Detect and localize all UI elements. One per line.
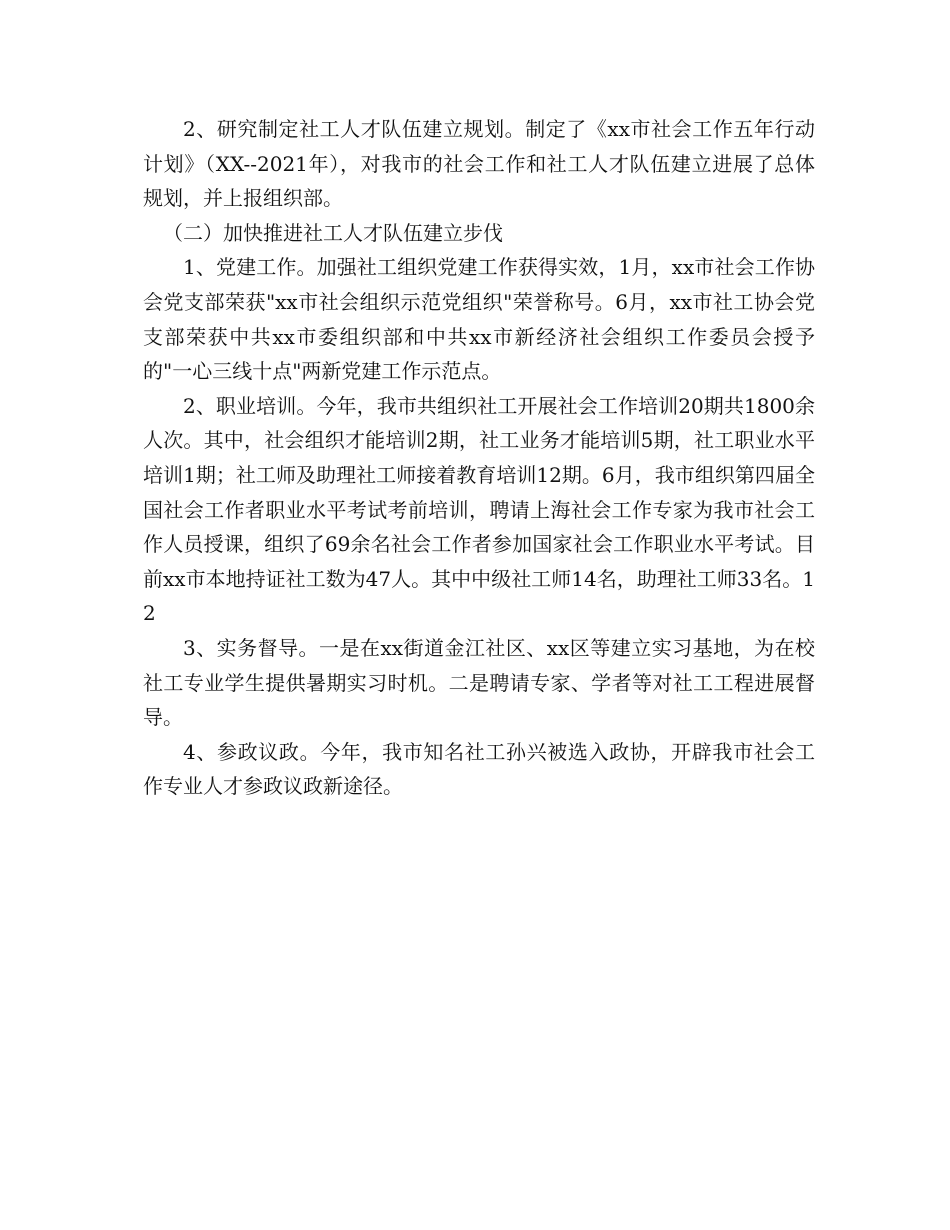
document-body (143, 112, 815, 804)
paragraph-party-building: 1、党建工作。加强社工组织党建工作获得实效，1月，xx市社会工作协会党支部荣获"xx市社会组织示范党组织"荣誉称号。6月，xx市社工协会党支部荣获中共xx市委组织部和中共xx市新经济社会组织工作委员会授予的"一心三线十点"两新党建工作示范点。 (143, 255, 815, 384)
paragraph-training: 2、职业培训。今年，我市共组织社工开展社会工作培训20期共1800余人次。其中，社会组织才能培训2期，社工业务才能培训5期，社工职业水平培训1期；社工师及助理社工师接着教育培训12期。6月，我市组织第四届全国社会工作者职业水平考试考前培训，聘请上海社会工作专家为我市社会工作人员授课，组织了69余名社会工作者参加国家社会工作职业水平考试。目前xx市本地持证社工数为47人。其中中级社工师14名，助理社工师33名。12 (143, 393, 815, 626)
paragraph-planning: 2、研究制定社工人才队伍建立规划。制定了《xx市社会工作五年行动计划》（XX--2021年），对我市的社会工作和社工人才队伍建立进展了总体规划，并上报组织部。 (143, 117, 815, 211)
paragraph-supervision: 3、实务督导。一是在xx街道金江社区、xx区等建立实习基地，为在校社工专业学生提供暑期实习时机。二是聘请专家、学者等对社工工程进展督导。 (143, 635, 815, 730)
paragraph-political-participation: 4、参政议政。今年，我市知名社工孙兴被选入政协，开辟我市社会工作专业人才参政议政新途径。 (143, 739, 815, 799)
section-heading: （二）加快推进社工人才队伍建立步伐 (163, 220, 503, 245)
